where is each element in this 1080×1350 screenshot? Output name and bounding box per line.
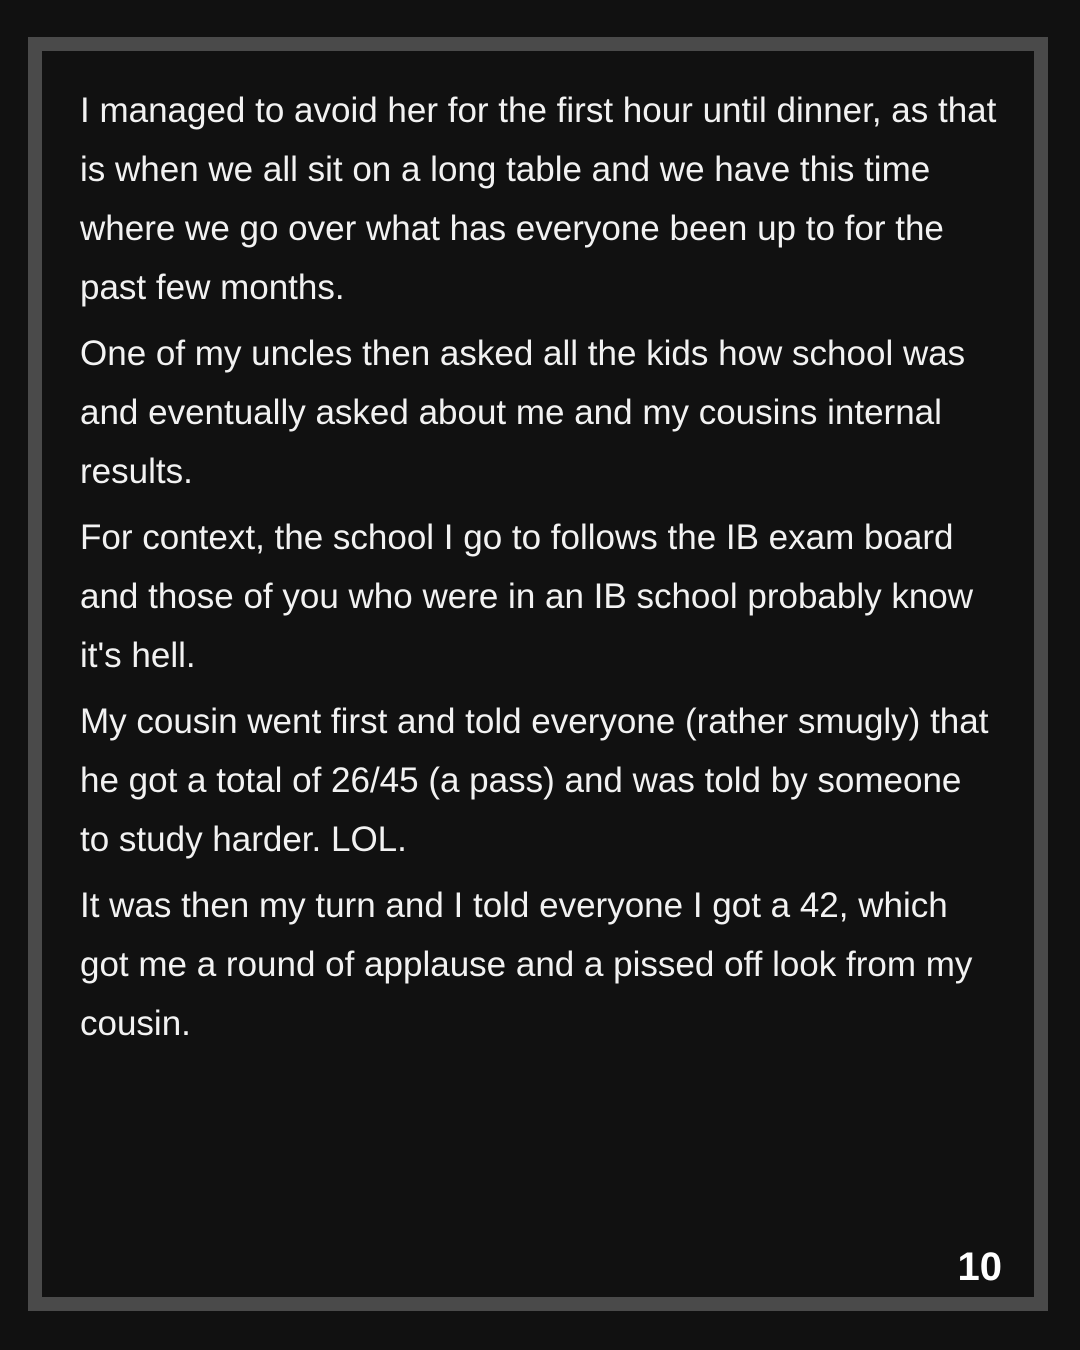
story-paragraph-2: One of my uncles then asked all the kids how school was and eventually asked about me and my cousins internal results. [80, 334, 966, 491]
story-text-block [80, 81, 1000, 1060]
page-number: 10 [957, 1245, 1002, 1289]
story-paragraph-3: For context, the school I go to follows the IB exam board and those of you who were in an IB school probably know it's hell. [80, 518, 974, 675]
story-paragraph-4: My cousin went first and told everyone (rather smugly) that he got a total of 26/45 (a pass) and was told by someone to study harder. LOL. [80, 702, 989, 859]
story-paragraph-1: I managed to avoid her for the first hour until dinner, as that is when we all sit on a long table and we have this time where we go over what has everyone been up to for the past few months. [80, 91, 997, 307]
story-paragraph-5: It was then my turn and I told everyone I got a 42, which got me a round of applause and a pissed off look from my cousin. [80, 886, 973, 1043]
